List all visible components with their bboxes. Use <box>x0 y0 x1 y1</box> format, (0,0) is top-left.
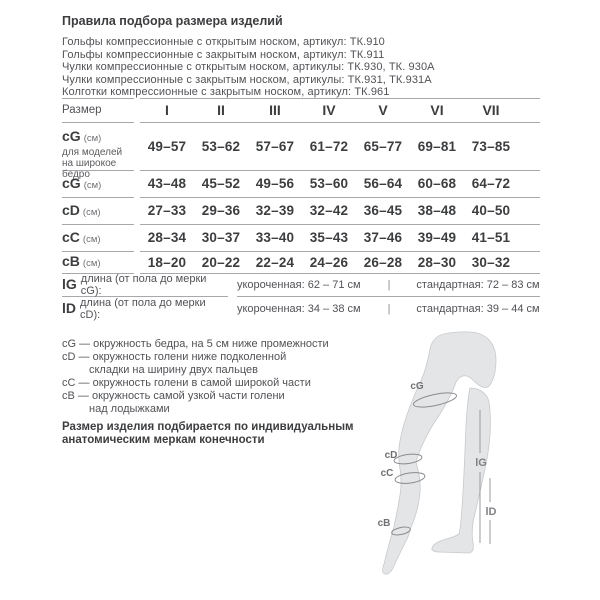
table-row-ld-length <box>62 297 540 321</box>
size-column-header: II <box>217 102 225 119</box>
footnote-cb-continued: над лодыжками <box>89 402 170 415</box>
length-standard-value: стандартная: 39 – 44 см <box>416 302 540 315</box>
footnote-cd: cD — окружность голени ниже подколенной <box>62 350 287 363</box>
size-header-label: Размер <box>62 98 134 123</box>
leg-measurement-diagram <box>375 330 545 595</box>
table-row-lg-length <box>62 274 540 297</box>
length-label: lD <box>62 300 76 317</box>
sizing-note: Размер изделия подбирается по индивидуальным анатомическим меркам конечности <box>62 420 354 447</box>
size-value: 43–48 <box>147 176 187 192</box>
size-value: 41–51 <box>471 230 511 246</box>
measure-note: для моделей на широкое бедро <box>62 146 123 180</box>
length-description: длина (от пола до мерки cG): <box>80 272 207 297</box>
cb-diagram-label: cB <box>377 518 391 529</box>
size-column-header: IV <box>322 102 336 119</box>
product-item: Чулки компрессионные с открытым носком, артикулы: ТК.930, ТК. 930А <box>62 61 435 74</box>
cc-diagram-label: cC <box>380 468 394 479</box>
size-value: 57–67 <box>255 138 295 154</box>
size-value: 32–39 <box>255 203 295 219</box>
size-value: 30–37 <box>201 230 241 246</box>
size-value: 32–42 <box>309 203 349 219</box>
size-value: 60–68 <box>417 176 457 192</box>
size-value: 73–85 <box>471 138 511 154</box>
footnote-cg: cG — окружность бедра, на 5 см ниже промежности <box>62 337 329 350</box>
size-value: 29–36 <box>201 203 241 219</box>
footnote-cb: cB — окружность самой узкой части голени <box>62 389 285 402</box>
size-value: 30–32 <box>471 254 511 270</box>
size-column-header: V <box>378 102 388 119</box>
size-value: 56–64 <box>363 176 403 192</box>
length-description: длина (от пола до мерки cD): <box>80 296 206 321</box>
size-value: 49–57 <box>147 138 187 154</box>
measure-label: cC (см) <box>62 228 101 245</box>
value-separator: | <box>387 302 391 315</box>
product-list <box>62 36 540 99</box>
size-value: 61–72 <box>309 138 349 154</box>
length-short-value: укороченная: 34 – 38 см <box>237 302 361 315</box>
length-label: lG <box>62 276 77 293</box>
size-value: 28–30 <box>417 254 457 270</box>
size-value: 64–72 <box>471 176 511 192</box>
size-value: 33–40 <box>255 230 295 246</box>
size-table <box>62 98 540 321</box>
size-value: 22–24 <box>255 254 295 270</box>
table-row-cg <box>62 171 540 198</box>
size-header-values <box>140 98 540 123</box>
table-row-cg-wide-hip <box>62 123 540 180</box>
page-title: Правила подбора размера изделий <box>62 14 283 28</box>
product-item: Колготки компрессионные с закрытым носком, артикул: ТК.961 <box>62 86 390 99</box>
size-value: 69–81 <box>417 138 457 154</box>
table-row-cc <box>62 225 540 252</box>
table-row-cb <box>62 252 540 274</box>
cd-diagram-label: cD <box>384 450 398 461</box>
lg-diagram-label: lG <box>475 457 487 469</box>
product-item: Чулки компрессионные с закрытым носком, артикулы: ТК.931, ТК.931А <box>62 73 432 86</box>
cg-diagram-label: cG <box>410 381 424 392</box>
length-standard-value: стандартная: 72 – 83 см <box>416 278 540 291</box>
size-value: 26–28 <box>363 254 403 270</box>
size-value: 53–62 <box>201 138 241 154</box>
footnote-cc: cC — окружность голени в самой широкой части <box>62 376 311 389</box>
size-value: 39–49 <box>417 230 457 246</box>
size-value: 35–43 <box>309 230 349 246</box>
size-column-header: VII <box>482 102 500 119</box>
size-value: 20–22 <box>201 254 241 270</box>
size-value: 45–52 <box>201 176 241 192</box>
length-short-value: укороченная: 62 – 71 см <box>237 278 361 291</box>
size-table-header-row <box>62 98 540 123</box>
size-value: 37–46 <box>363 230 403 246</box>
value-separator: | <box>387 278 391 291</box>
product-item: Гольфы компрессионные с открытым носком, артикул: ТК.910 <box>62 36 385 48</box>
ld-diagram-label: lD <box>485 506 497 518</box>
size-value: 28–34 <box>147 230 187 246</box>
size-value: 18–20 <box>147 254 187 270</box>
table-row-cd <box>62 198 540 225</box>
size-value: 36–45 <box>363 203 403 219</box>
measurement-footnotes <box>62 338 382 416</box>
footnote-cd-continued: складки на ширину двух пальцев <box>89 363 258 376</box>
legs-silhouette-figure <box>375 330 545 595</box>
measure-label: cB (см) <box>62 253 101 270</box>
size-value: 65–77 <box>363 138 403 154</box>
product-item: Гольфы компрессионные с закрытым носком, артикул: ТК.911 <box>62 48 385 61</box>
size-value: 38–48 <box>417 203 457 219</box>
size-value: 49–56 <box>255 176 295 192</box>
size-column-header: I <box>165 102 169 119</box>
size-value: 24–26 <box>309 254 349 270</box>
size-column-header: III <box>269 102 281 119</box>
measure-label: cG (см) <box>62 127 102 144</box>
size-value: 53–60 <box>309 176 349 192</box>
measure-label: cD (см) <box>62 201 101 218</box>
size-value: 40–50 <box>471 203 511 219</box>
size-column-header: VI <box>430 102 444 119</box>
measure-label: cG (см) <box>62 174 102 191</box>
size-value: 27–33 <box>147 203 187 219</box>
